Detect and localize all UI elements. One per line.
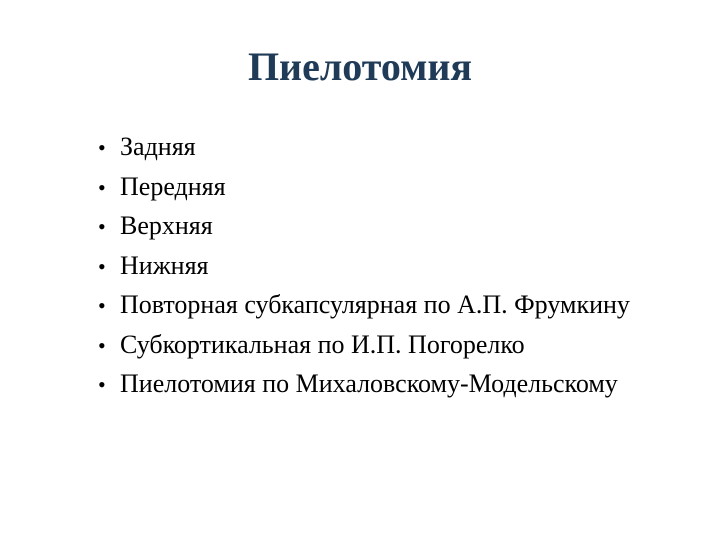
list-item: [98, 330, 708, 370]
list-item: [98, 172, 708, 212]
bullet-icon: •: [98, 214, 106, 239]
list-item-text: Задняя: [120, 132, 196, 161]
list-item: [98, 290, 708, 330]
bullet-icon: •: [98, 293, 106, 318]
bullet-icon: •: [98, 253, 106, 279]
list-item: [98, 369, 708, 409]
list-item-text: Нижняя: [120, 250, 209, 280]
list-item-text: Передняя: [120, 171, 226, 201]
bullet-icon: •: [98, 372, 106, 397]
slide-title: Пиелотомия: [247, 44, 473, 89]
list-item: [98, 132, 708, 172]
list-item: [98, 251, 708, 291]
list-item-text: Субкортикальная по И.П. Погорелко: [120, 329, 525, 359]
bullet-icon: •: [98, 332, 106, 358]
list-item: [98, 211, 708, 251]
list-item-text: Верхняя: [120, 211, 213, 240]
list-item-text: Повторная субкапсулярная по А.П. Фрумкину: [120, 290, 630, 319]
list-item-text: Пиелотомия по Михаловскому-Модельскому: [120, 369, 618, 398]
bullet-icon: •: [98, 174, 106, 200]
bullet-list: [98, 132, 708, 409]
bullet-icon: •: [98, 135, 106, 160]
